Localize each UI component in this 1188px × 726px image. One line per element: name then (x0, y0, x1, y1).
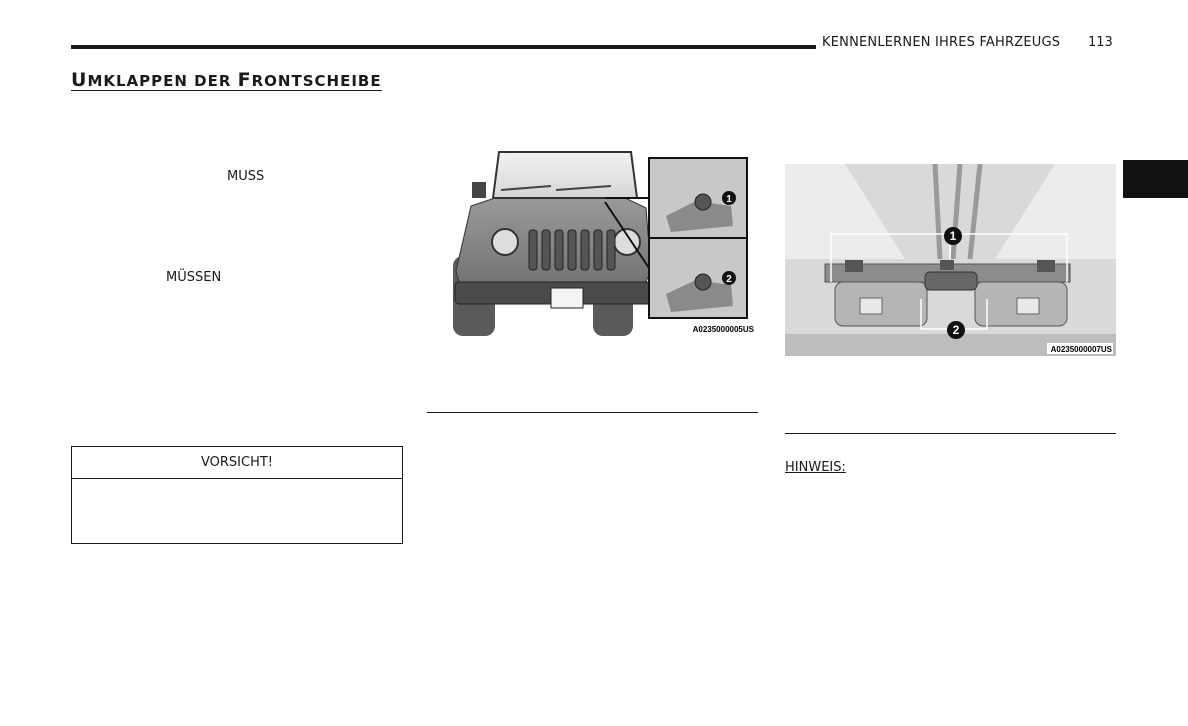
column-rule-right (785, 433, 1116, 434)
interior-header-photo (785, 164, 1116, 356)
chapter-tab (1123, 160, 1188, 198)
vehicle-front-illustration (441, 146, 757, 338)
section-title-cap-1: U (71, 69, 88, 91)
caution-box (71, 446, 403, 544)
figure-left-callout-2: 2 (726, 274, 732, 285)
page-number: 113 (1088, 35, 1113, 50)
running-header-title: KENNENLERNEN IHRES FAHRZEUGS (822, 35, 1061, 50)
header-rule (71, 45, 816, 49)
figure-right-callout-2: 2 (952, 323, 960, 337)
emphasis-muss: MUSS (227, 169, 265, 184)
section-title (71, 69, 382, 91)
figure-left-callout-1: 1 (726, 194, 732, 205)
section-title-cap-2: F (237, 69, 252, 91)
emphasis-muessen: MÜSSEN (166, 270, 222, 285)
section-title-part-1: MKLAPPEN DER (87, 72, 238, 90)
caution-heading: VORSICHT! (72, 447, 402, 479)
figure-left-code: A0235000005US (692, 325, 754, 334)
figure-right-code: A0235000007US (1050, 345, 1112, 354)
note-label (785, 460, 846, 475)
figure-windshield-hinges (441, 146, 757, 338)
figure-right-callout-1: 1 (949, 229, 957, 243)
section-title-part-2: RONTSCHEIBE (251, 72, 382, 90)
figure-windshield-header (785, 164, 1116, 356)
column-rule-middle (427, 412, 758, 413)
note-label-text: HINWEIS: (785, 460, 846, 475)
